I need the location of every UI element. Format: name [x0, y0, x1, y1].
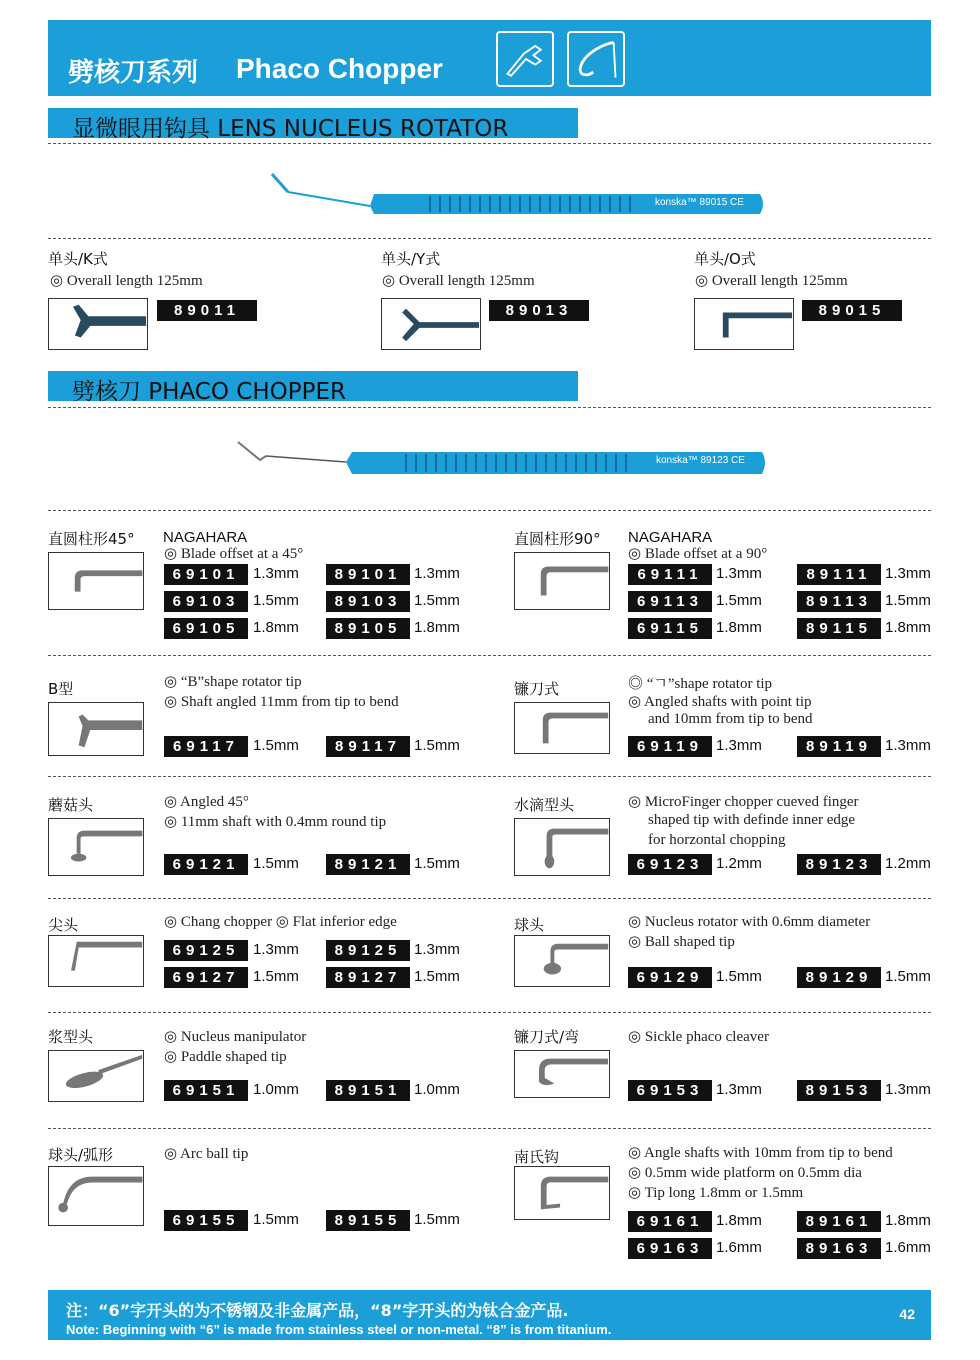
- category-label: 南氏钩: [514, 1148, 560, 1166]
- product-code: 69103: [164, 591, 248, 612]
- product-code: 69127: [164, 967, 248, 988]
- product-code: 69163: [628, 1238, 712, 1259]
- tip-90-image: [514, 552, 610, 610]
- spec-bullet: for horzontal chopping: [648, 832, 786, 848]
- size-value: 1.5mm: [253, 1211, 299, 1228]
- divider: [48, 1128, 931, 1129]
- product-code: 89123: [797, 854, 881, 875]
- page-number: 42: [899, 1306, 915, 1322]
- size-value: 1.5mm: [414, 737, 460, 754]
- category-label: 镰刀式/弯: [514, 1028, 580, 1046]
- footer-note-en: Note: Beginning with “6” is made from stainless steel or non-metal. “8” is from titanium.: [66, 1322, 612, 1337]
- size-value: 1.2mm: [885, 855, 931, 872]
- size-value: 1.8mm: [885, 1212, 931, 1229]
- spec-bullet: ◎ Overall length 125mm: [50, 273, 203, 289]
- product-code: 89105: [326, 618, 410, 639]
- divider: [48, 510, 931, 511]
- product-code: 69151: [164, 1080, 248, 1101]
- divider: [48, 776, 931, 777]
- divider: [48, 1012, 931, 1013]
- size-value: 1.3mm: [716, 1081, 762, 1098]
- spec-bullet: ◎ Chang chopper ◎ Flat inferior edge: [164, 914, 397, 930]
- header-title-zh: 劈核刀系列: [68, 58, 199, 88]
- size-value: 1.3mm: [414, 565, 460, 582]
- size-value: 1.5mm: [253, 737, 299, 754]
- size-value: 1.5mm: [253, 968, 299, 985]
- size-value: 1.3mm: [885, 737, 931, 754]
- category-label: 单头/K式: [48, 250, 108, 268]
- product-code: 69117: [164, 736, 248, 757]
- size-value: 1.5mm: [716, 968, 762, 985]
- footer-note-zh: 注：“6”字开头的为不锈钢及非金属产品，“8”字开头的为钛合金产品.: [66, 1301, 569, 1320]
- product-code: 89113: [797, 591, 881, 612]
- size-value: 1.8mm: [414, 619, 460, 636]
- spec-bullet: ◎ Ball shaped tip: [628, 934, 735, 950]
- b-tip-image: [48, 702, 144, 756]
- rotator-tip-icon: [496, 31, 554, 87]
- category-label: 尖头: [48, 916, 79, 934]
- section-bar-rotator: [48, 108, 578, 142]
- product-code: 69129: [628, 967, 712, 988]
- spec-bullet: ◎ Angled 45°: [164, 794, 249, 810]
- size-value: 1.8mm: [716, 619, 762, 636]
- y-tip-image: [381, 298, 481, 350]
- spec-bullet: ◎ Sickle phaco cleaver: [628, 1029, 769, 1045]
- divider: [48, 238, 931, 239]
- size-value: 1.5mm: [414, 968, 460, 985]
- spec-bullet: ◎ Shaft angled 11mm from tip to bend: [164, 694, 399, 710]
- spec-bullet: ◎ Angle shafts with 10mm from tip to bend: [628, 1145, 893, 1161]
- product-code: 69119: [628, 736, 712, 757]
- size-value: 1.0mm: [253, 1081, 299, 1098]
- size-value: 1.3mm: [253, 565, 299, 582]
- size-value: 1.8mm: [716, 1212, 762, 1229]
- ball-tip-image: [514, 935, 610, 987]
- size-value: 1.5mm: [414, 1211, 460, 1228]
- sub-label: NAGAHARA: [628, 529, 713, 546]
- category-label: 直圆柱形90°: [514, 530, 601, 548]
- o-tip-image: [694, 298, 794, 350]
- product-code: 89115: [797, 618, 881, 639]
- size-value: 1.8mm: [885, 619, 931, 636]
- size-value: 1.3mm: [716, 565, 762, 582]
- rotator-instrument-image: [270, 170, 770, 220]
- product-code: 89117: [326, 736, 410, 757]
- product-code: 69161: [628, 1211, 712, 1232]
- spec-bullet: shaped tip with definde inner edge: [648, 812, 856, 828]
- brand-mark: konska™ 89123 CE: [656, 455, 745, 466]
- size-value: 1.5mm: [414, 592, 460, 609]
- page-footer: [48, 1290, 931, 1340]
- spec-bullet: ◎ Angled shafts with point tip: [628, 694, 812, 710]
- product-code: 69121: [164, 854, 248, 875]
- product-code: 89129: [797, 967, 881, 988]
- header-title-en: Phaco Chopper: [236, 53, 443, 84]
- product-code: 69113: [628, 591, 712, 612]
- product-code: 89127: [326, 967, 410, 988]
- product-code: 89125: [326, 940, 410, 961]
- product-code: 89015: [802, 300, 902, 321]
- category-label: 单头/O式: [694, 250, 756, 268]
- size-value: 1.5mm: [253, 855, 299, 872]
- curved-sickle-tip-image: [514, 1050, 610, 1098]
- spec-bullet: ◎ Overall length 125mm: [695, 273, 848, 289]
- k-tip-image: [48, 298, 148, 350]
- divider: [48, 898, 931, 899]
- size-value: 1.5mm: [414, 855, 460, 872]
- chopper-instrument-image: [236, 438, 776, 480]
- spec-bullet: ◎ “B”shape rotator tip: [164, 674, 302, 690]
- pointed-tip-image: [48, 935, 144, 987]
- product-code: 89161: [797, 1211, 881, 1232]
- tip-45-image: [48, 552, 144, 610]
- product-code: 89121: [326, 854, 410, 875]
- section-title-chopper: 劈核刀 PHACO CHOPPER: [72, 379, 346, 405]
- spec-bullet: ◎ Nucleus manipulator: [164, 1029, 307, 1045]
- category-label: 水滴型头: [514, 796, 575, 814]
- product-code: 89119: [797, 736, 881, 757]
- spec-bullet: ◎ 11mm shaft with 0.4mm round tip: [164, 814, 387, 830]
- spec-bullet: ◎ Nucleus rotator with 0.6mm diameter: [628, 914, 871, 930]
- divider: [48, 143, 931, 144]
- size-value: 1.3mm: [414, 941, 460, 958]
- size-value: 1.5mm: [716, 592, 762, 609]
- size-value: 1.3mm: [885, 1081, 931, 1098]
- section-bar-chopper: [48, 371, 578, 405]
- category-label: 蘑菇头: [48, 796, 94, 814]
- spec-bullet: ◎ Overall length 125mm: [382, 273, 535, 289]
- product-code: 69153: [628, 1080, 712, 1101]
- spec-bullet: ◎ Arc ball tip: [164, 1146, 249, 1162]
- size-value: 1.2mm: [716, 855, 762, 872]
- size-value: 1.5mm: [885, 592, 931, 609]
- product-code: 89011: [157, 300, 257, 321]
- divider: [48, 407, 931, 408]
- product-code: 69155: [164, 1210, 248, 1231]
- spec-bullet: ◎ 0.5mm wide platform on 0.5mm dia: [628, 1165, 862, 1181]
- size-value: 1.5mm: [253, 592, 299, 609]
- page-header: [48, 20, 931, 96]
- size-value: 1.3mm: [253, 941, 299, 958]
- product-code: 89101: [326, 564, 410, 585]
- mushroom-tip-image: [48, 818, 144, 876]
- category-label: B型: [48, 680, 74, 698]
- divider: [48, 655, 931, 656]
- category-label: 直圆柱形45°: [48, 530, 135, 548]
- spec-bullet: ◎ Tip long 1.8mm or 1.5mm: [628, 1185, 804, 1201]
- product-code: 89153: [797, 1080, 881, 1101]
- category-label: 浆型头: [48, 1028, 94, 1046]
- spec-bullet: and 10mm from tip to bend: [648, 711, 813, 727]
- size-value: 1.8mm: [253, 619, 299, 636]
- category-label: 球头/弧形: [48, 1146, 114, 1164]
- product-code: 89163: [797, 1238, 881, 1259]
- category-label: 单头/Y式: [381, 250, 441, 268]
- paddle-tip-image: [48, 1050, 144, 1102]
- product-code: 89111: [797, 564, 881, 585]
- arc-ball-tip-image: [48, 1166, 144, 1226]
- product-code: 69111: [628, 564, 712, 585]
- brand-mark: konska™ 89015 CE: [655, 197, 744, 208]
- drop-tip-image: [514, 818, 610, 876]
- spec-bullet: ◎ Blade offset at a 90°: [628, 546, 768, 562]
- product-code: 69115: [628, 618, 712, 639]
- size-value: 1.3mm: [885, 565, 931, 582]
- hook-tip-icon: [567, 31, 625, 87]
- nan-hook-tip-image: [514, 1166, 610, 1220]
- spec-bullet: ◎ MicroFinger chopper cueved finger: [628, 794, 859, 810]
- category-label: 镰刀式: [514, 680, 560, 698]
- category-label: 球头: [514, 916, 545, 934]
- product-code: 69105: [164, 618, 248, 639]
- size-value: 1.6mm: [716, 1239, 762, 1256]
- product-code: 69123: [628, 854, 712, 875]
- size-value: 1.5mm: [885, 968, 931, 985]
- size-value: 1.6mm: [885, 1239, 931, 1256]
- spec-bullet: ◎ Blade offset at a 45°: [164, 546, 304, 562]
- product-code: 69125: [164, 940, 248, 961]
- product-code: 89155: [326, 1210, 410, 1231]
- product-code: 69101: [164, 564, 248, 585]
- size-value: 1.3mm: [716, 737, 762, 754]
- product-code: 89151: [326, 1080, 410, 1101]
- spec-bullet: ◎ “ㄱ”shape rotator tip: [628, 676, 773, 692]
- sickle-tip-image: [514, 702, 610, 754]
- product-code: 89013: [489, 300, 589, 321]
- sub-label: NAGAHARA: [163, 529, 248, 546]
- product-code: 89103: [326, 591, 410, 612]
- section-title-rotator: 显微眼用钩具 LENS NUCLEUS ROTATOR: [72, 116, 509, 142]
- spec-bullet: ◎ Paddle shaped tip: [164, 1049, 287, 1065]
- size-value: 1.0mm: [414, 1081, 460, 1098]
